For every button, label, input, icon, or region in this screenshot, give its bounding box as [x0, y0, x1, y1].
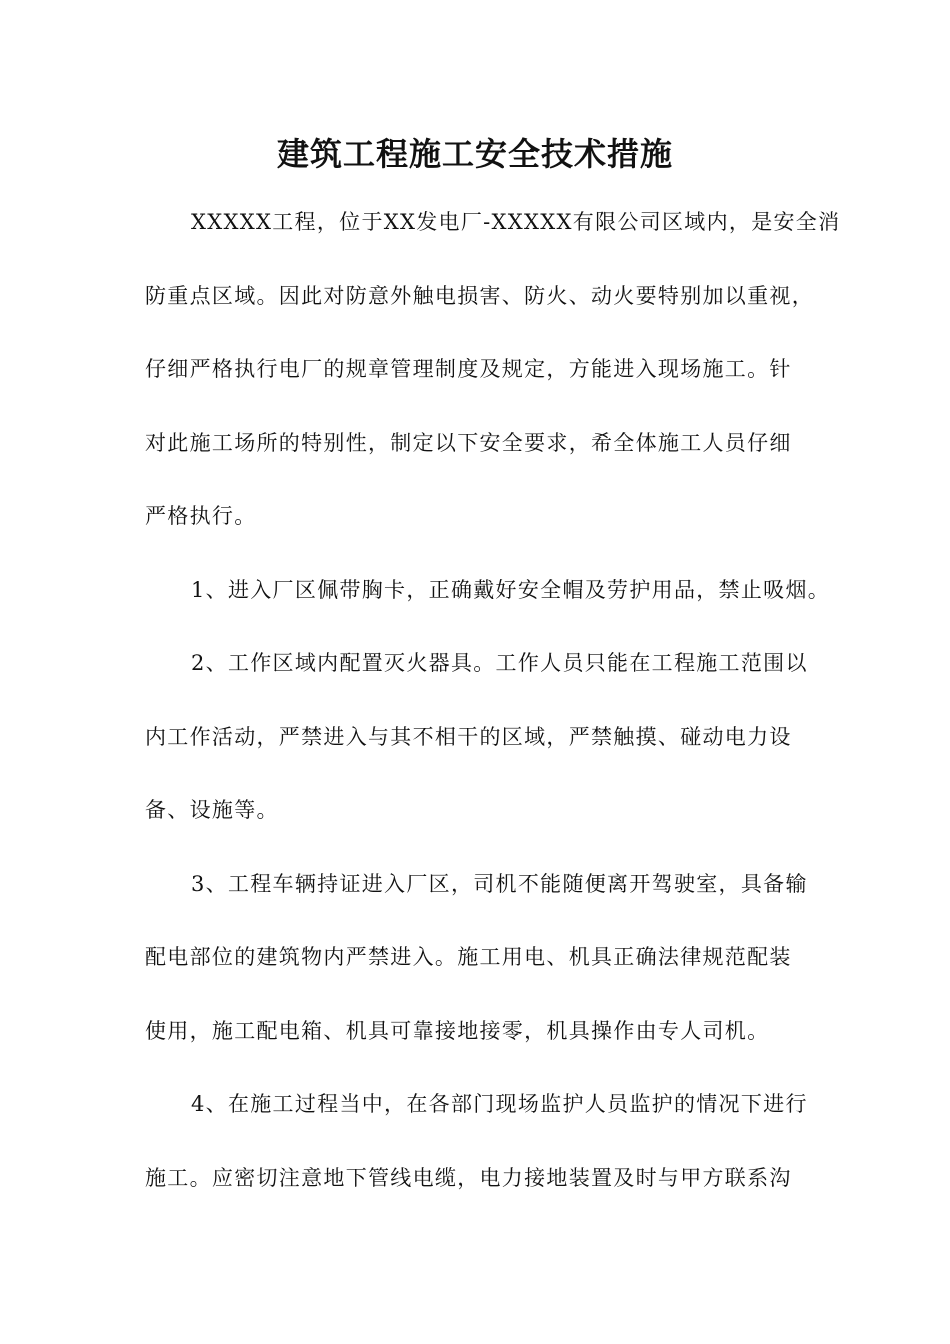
paragraph-line: 防重点区域。因此对防意外触电损害、防火、动火要特别加以重视， — [145, 283, 814, 308]
list-item-1: 1、进入厂区佩带胸卡，正确戴好安全帽及劳护用品，禁止吸烟。 — [191, 577, 831, 602]
list-item-4: 4、在施工过程当中，在各部门现场监护人员监护的情况下进行 — [191, 1092, 808, 1116]
paragraph-line: 严格执行。 — [145, 504, 257, 528]
paragraph-line: 使用，施工配电箱、机具可靠接地接零，机具操作由专人司机。 — [145, 1018, 770, 1043]
paragraph-line: 施工。应密切注意地下管线电缆，电力接地装置及时与甲方联系沟 — [145, 1165, 792, 1190]
paragraph-line: 仔细严格执行电厂的规章管理制度及规定，方能进入现场施工。针 — [145, 357, 792, 381]
list-item-3: 3、工程车辆持证进入厂区，司机不能随便离开驾驶室，具备输 — [191, 871, 808, 896]
paragraph-line: 备、设施等。 — [145, 798, 279, 822]
paragraph-line: 对此施工场所的特别性，制定以下安全要求，希全体施工人员仔细 — [145, 430, 792, 455]
list-item-2: 2、工作区域内配置灭火器具。工作人员只能在工程施工范围以 — [191, 651, 808, 675]
document-body — [145, 186, 841, 1215]
document-title: 建筑工程施工安全技术措施 — [276, 135, 673, 173]
paragraph-line: 内工作活动，严禁进入与其不相干的区域，严禁触摸、碰动电力设 — [145, 724, 792, 749]
paragraph-line: XXXXX工程，位于XX发电厂-XXXXX有限公司区域内，是安全消 — [191, 210, 841, 234]
paragraph-line: 配电部位的建筑物内严禁进入。施工用电、机具正确法律规范配装 — [145, 945, 792, 969]
